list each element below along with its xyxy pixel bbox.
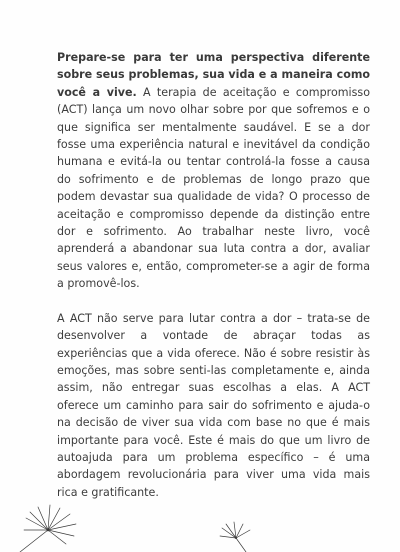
cover-text [57,49,370,501]
dandelion-seeds-icon [0,500,260,552]
paragraph-1 [57,49,370,293]
paragraph-2: A ACT não serve para lutar contra a dor – trata-se de desenvolver a vontade de abraçar todas as experiências que a vida oferece. Não é sobre resistir às emoções, mas sobre senti-las completamente e, ainda assim, não entregar suas escolhas a elas. A ACT oferece um caminho para sair do sofrimento e ajuda-o na decisão de viver sua vida com base no que é mais importante para você. Este é mais do que um livro de autoajuda para um problema específico – é uma abordagem revolucionária para viver uma vida mais rica e gratificante. [57,311,370,499]
lead-sentence: Prepare-se para ter uma perspectiva diferente sobre seus problemas, sua vida e a maneira como você a vive. [57,51,370,99]
paragraph-1-body: A terapia de aceitação e compromisso (ACT) lança um novo olhar sobre por que sofremos e o que significa ser mentalmente saudável. E se a dor fosse uma experiência natural e inevitável da condição humana e evitá-la ou tentar controlá-la fosse a causa do sofrimento e de problemas de longo prazo que podem devastar sua qualidade de vida? O processo de aceitação e compromisso depende da distinção entre dor e sofrimento. Ao trabalhar neste livro, você aprenderá a abandonar sua luta contra a dor, avaliar seus valores e, então, comprometer-se a agir de forma a promovê-los. [57,85,370,291]
